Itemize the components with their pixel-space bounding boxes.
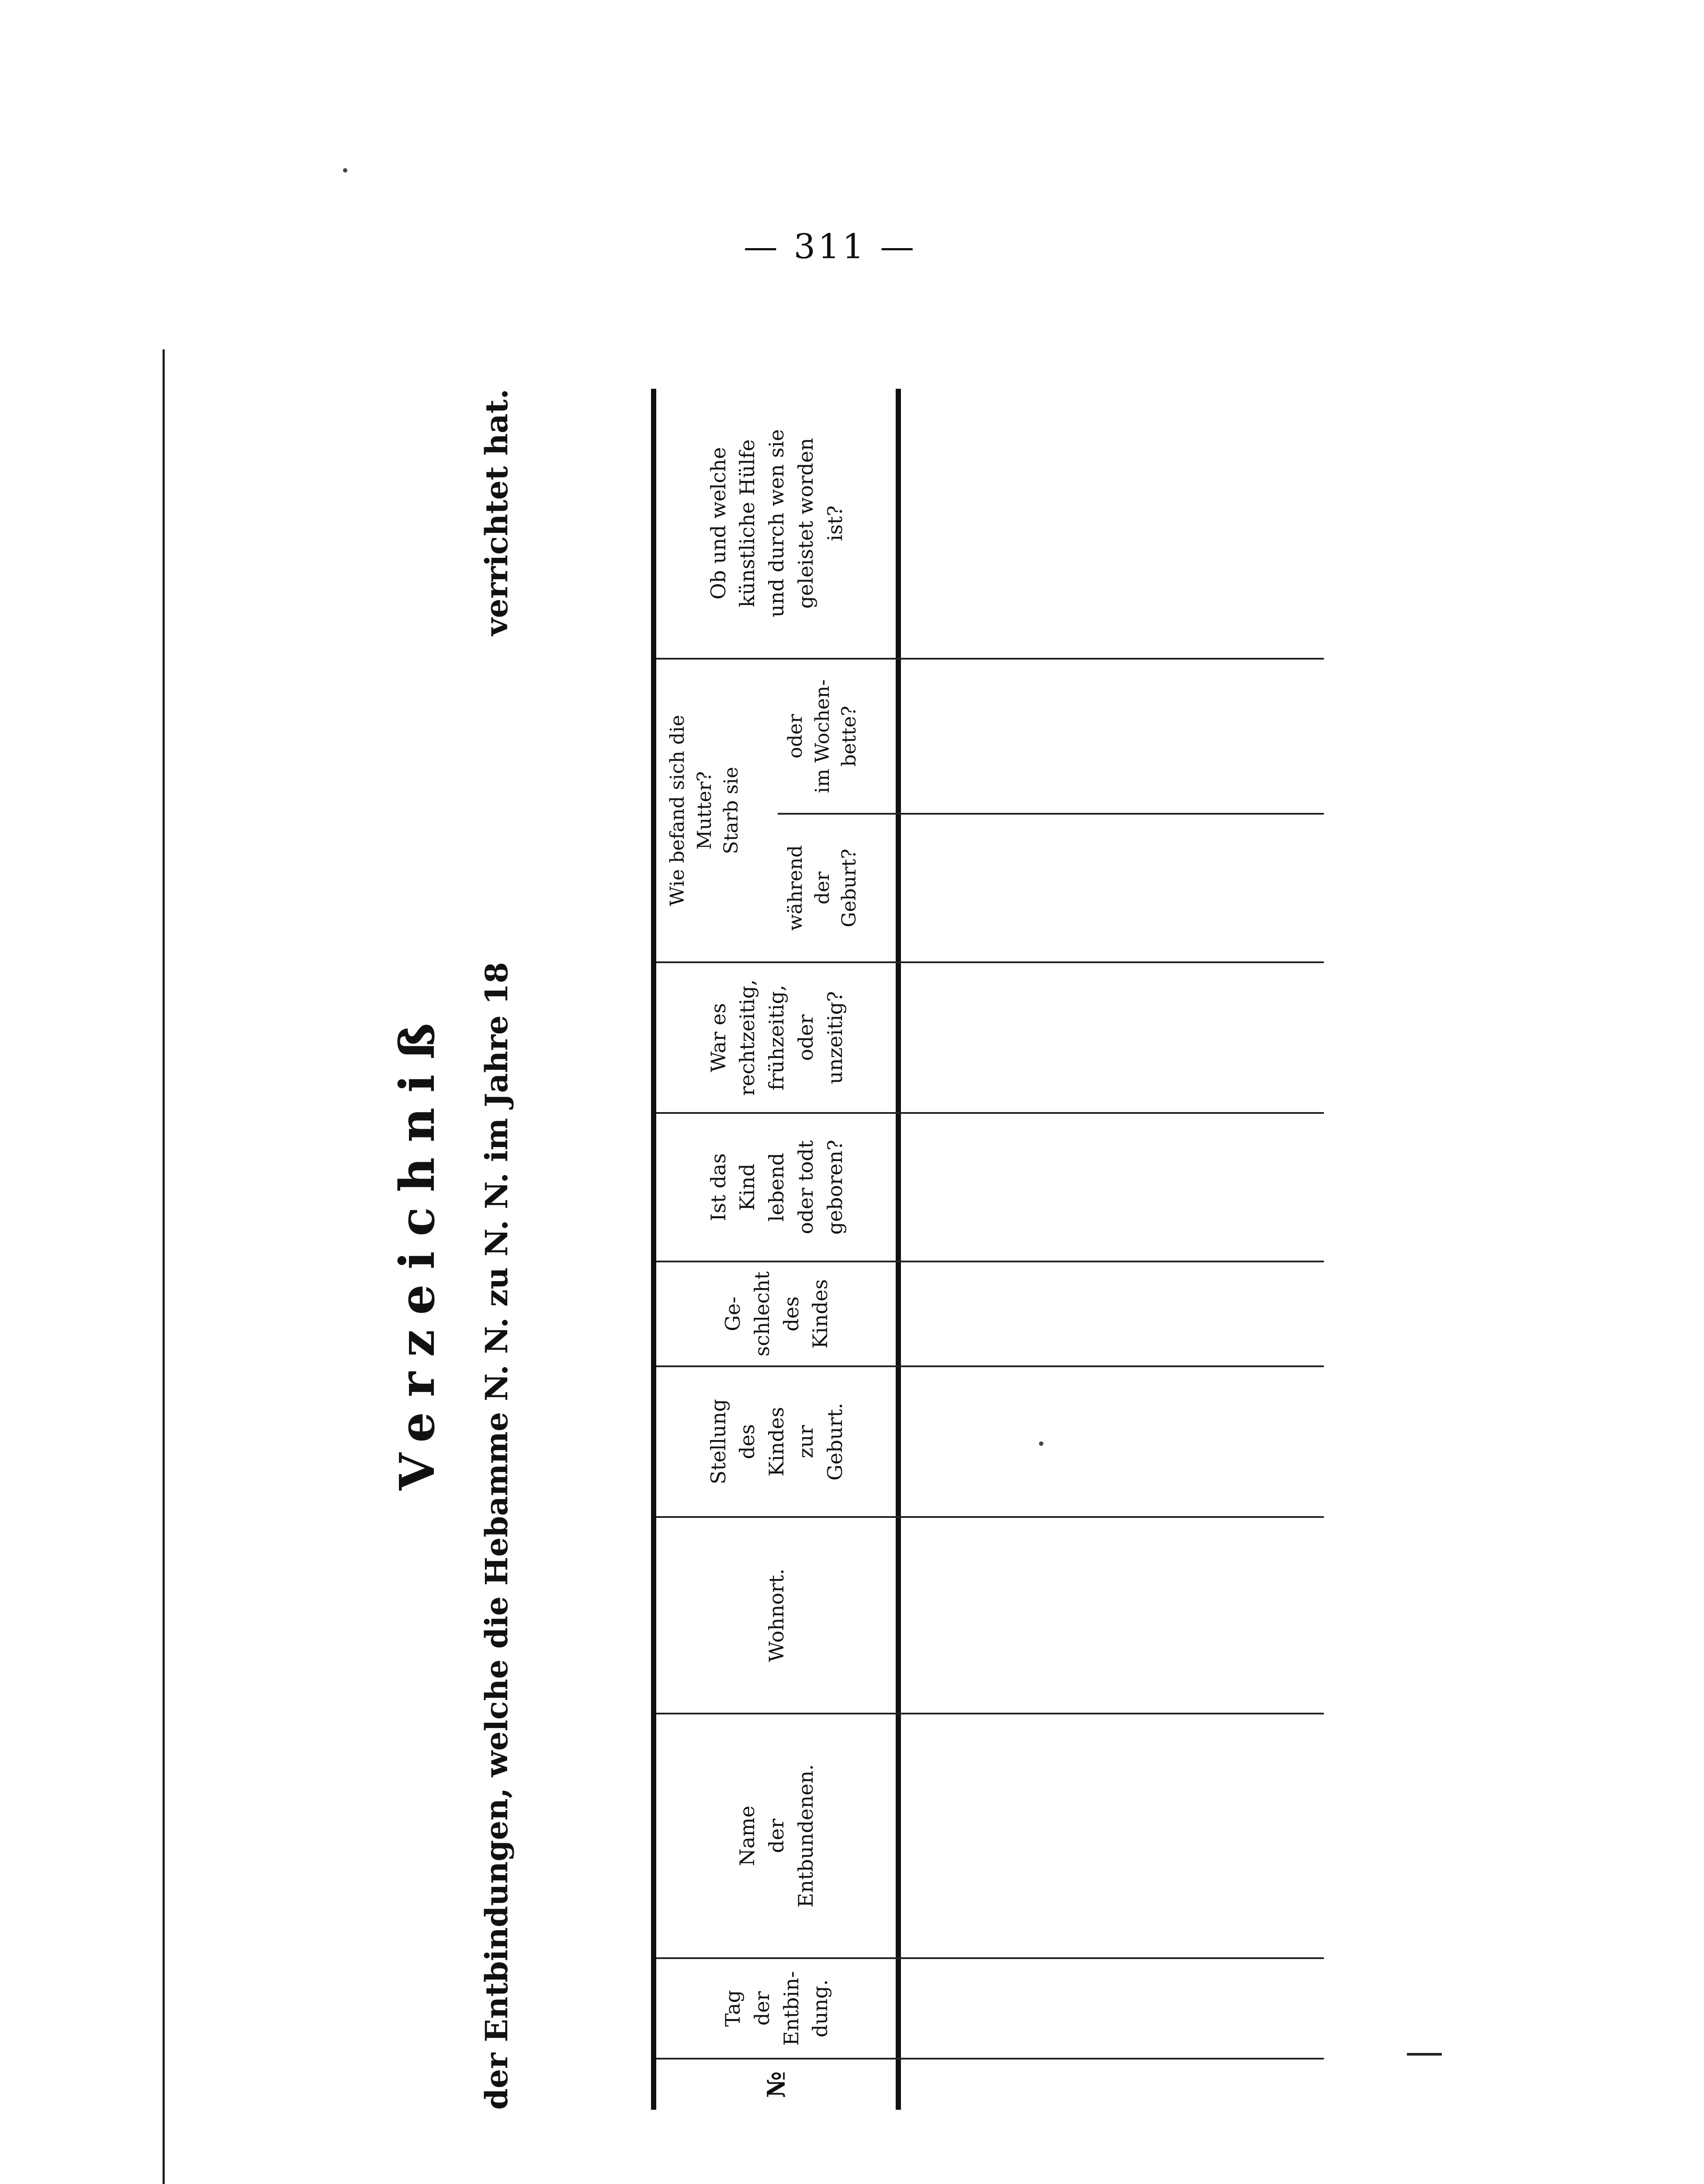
title-block: [380, 389, 642, 2110]
rotated-form-sheet: [380, 389, 1324, 2110]
register-table: [651, 389, 1324, 2110]
subheader-during-birth: während der Geburt?: [784, 845, 861, 931]
stray-rule: [1407, 2053, 1442, 2056]
speck: [343, 168, 347, 173]
header-child-sex: Ge- schlecht des Kindes: [721, 1271, 832, 1357]
subheader-childbed: oder im Wochen- bette?: [784, 679, 861, 793]
table-top-rule: [651, 389, 656, 2110]
margin-rule: [163, 349, 165, 2184]
header-date: Tag der Entbin- dung.: [721, 1971, 832, 2046]
header-assistance: Ob und welche künstliche Hülfe und durch wen sie geleistet worden ist?: [706, 429, 847, 618]
form-subtitle-main: der Entbindungen, welche die Hebamme N. N. zu N. N. im Jahre 18: [478, 962, 515, 2110]
form-subtitle-tail: verrichtet hat.: [478, 389, 515, 636]
page-number: — 311 —: [743, 227, 917, 266]
header-term: War es rechtzeitig, frühzeitig, oder unzeitig?: [706, 979, 847, 1096]
header-alive-or-stillborn: Ist das Kind lebend oder todt geboren?: [706, 1140, 847, 1235]
column-divider: [656, 658, 1324, 660]
header-child-position: Stellung des Kindes zur Geburt.: [706, 1399, 847, 1485]
header-number: №: [762, 2071, 791, 2098]
header-mother-condition: Wie befand sich die Mutter? Starb sie: [666, 715, 743, 906]
form-title: Verzeichniß: [389, 1008, 445, 1490]
header-bottom-rule: [896, 389, 901, 2110]
header-residence: Wohnort.: [765, 1569, 789, 1662]
header-name: Name der Entbundenen.: [735, 1764, 817, 1908]
